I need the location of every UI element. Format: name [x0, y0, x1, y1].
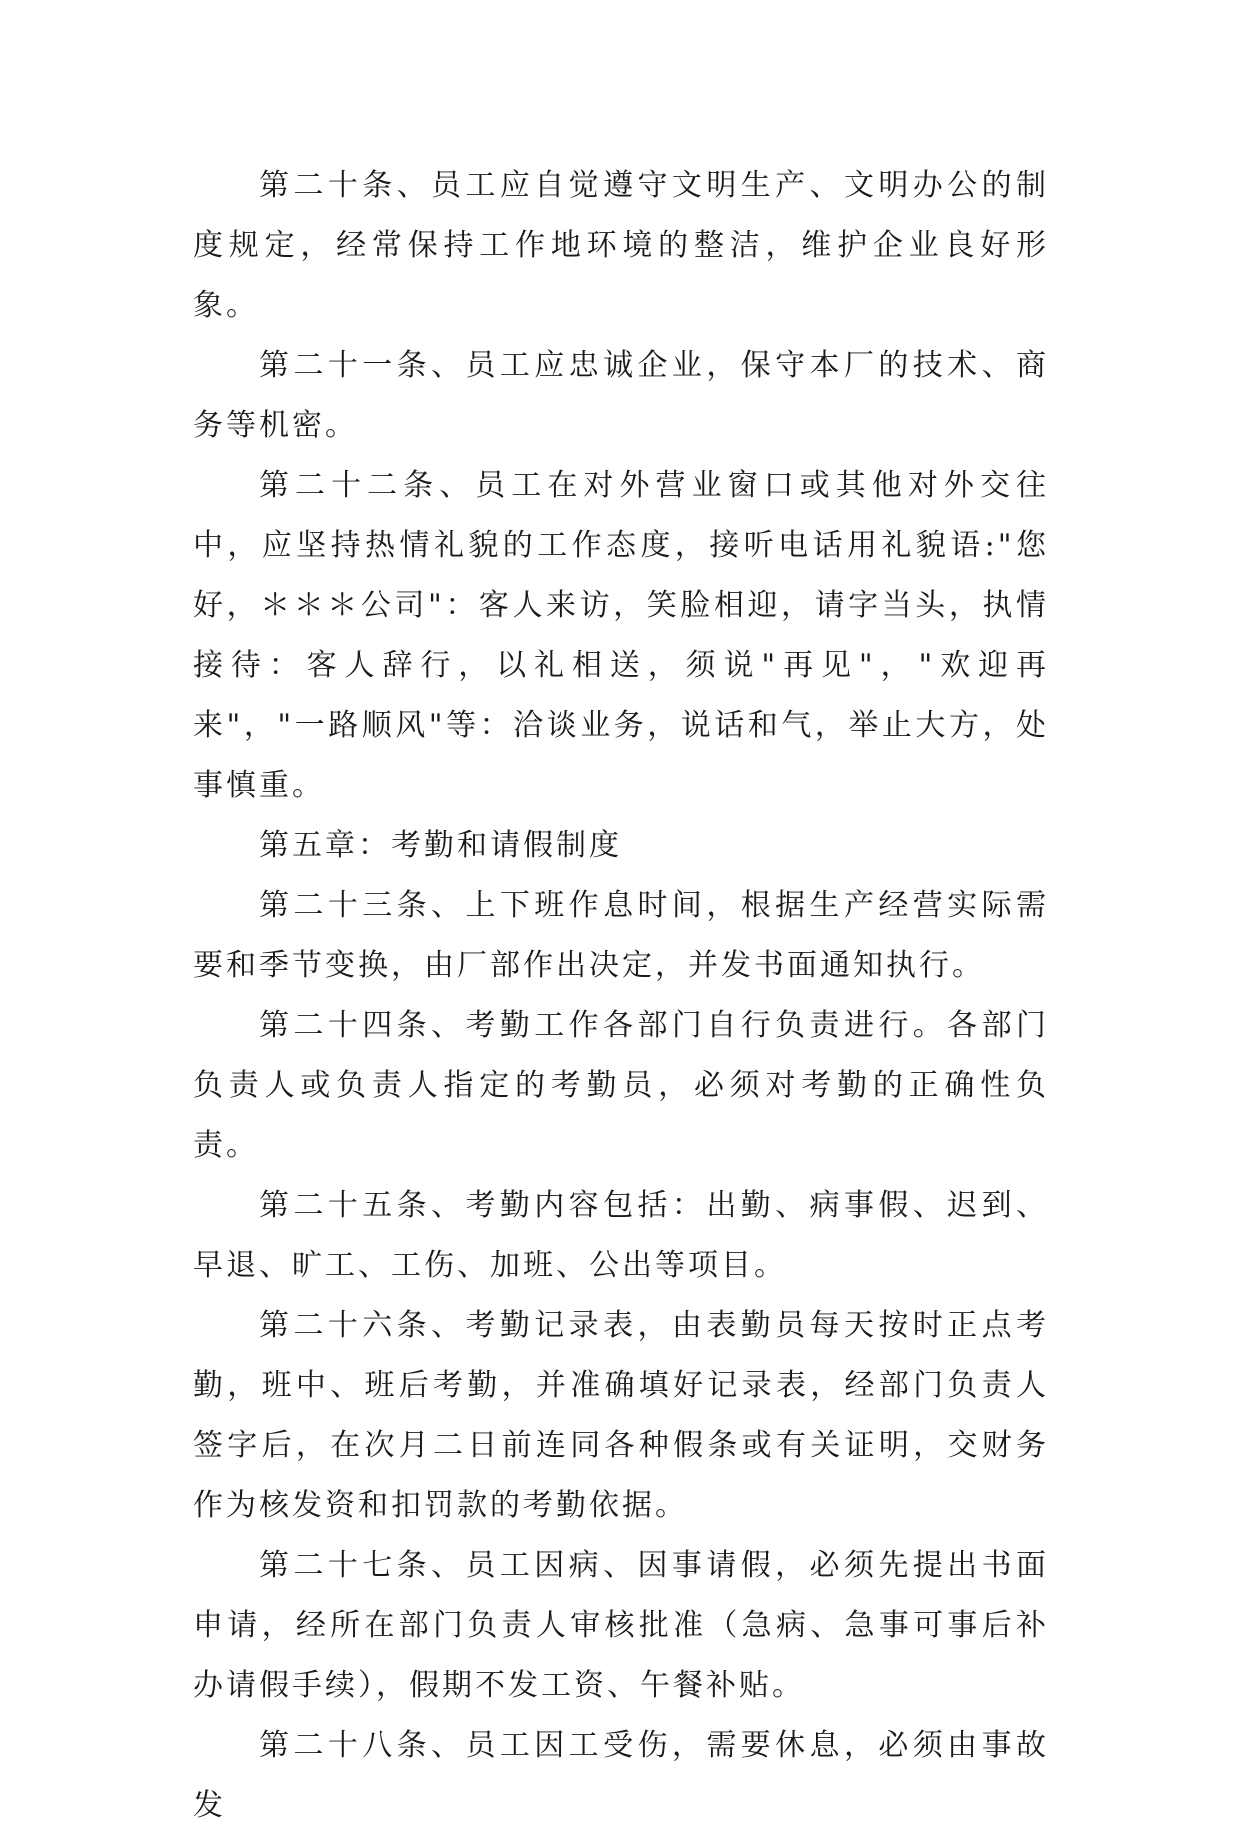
article-21-paragraph: 第二十一条、员工应忠诚企业，保守本厂的技术、商务等机密。 [193, 348, 1049, 443]
article-28-paragraph: 第二十八条、员工因工受伤，需要休息，必须由事故发 [193, 1728, 1049, 1823]
article-25-paragraph: 第二十五条、考勤内容包括：出勤、病事假、迟到、早退、旷工、工伤、加班、公出等项目。 [193, 1188, 1049, 1283]
article-22-paragraph: 第二十二条、员工在对外营业窗口或其他对外交往中，应坚持热情礼貌的工作态度，接听电话用礼貌语:"您好，＊＊＊公司"：客人来访，笑脸相迎，请字当头，执情接待：客人辞行，以礼相送，须说"再见"，"欢迎再来"，"一路顺风"等：洽谈业务，说话和气，举止大方，处事慎重。 [193, 468, 1049, 803]
article-27-paragraph: 第二十七条、员工因病、因事请假，必须先提出书面申请，经所在部门负责人审核批准（急病、急事可事后补办请假手续），假期不发工资、午餐补贴。 [193, 1548, 1049, 1703]
document-body [193, 156, 1049, 1836]
article-20-paragraph: 第二十条、员工应自觉遵守文明生产、文明办公的制度规定，经常保持工作地环境的整洁，维护企业良好形象。 [193, 168, 1049, 323]
article-26-paragraph: 第二十六条、考勤记录表，由表勤员每天按时正点考勤，班中、班后考勤，并准确填好记录表，经部门负责人签字后，在次月二日前连同各种假条或有关证明，交财务作为核发资和扣罚款的考勤依据。 [193, 1308, 1049, 1523]
chapter-5-heading: 第五章：考勤和请假制度 [259, 828, 622, 863]
article-24-paragraph: 第二十四条、考勤工作各部门自行负责进行。各部门负责人或负责人指定的考勤员，必须对考勤的正确性负责。 [193, 1008, 1049, 1163]
article-23-paragraph: 第二十三条、上下班作息时间，根据生产经营实际需要和季节变换，由厂部作出决定，并发书面通知执行。 [193, 888, 1049, 983]
